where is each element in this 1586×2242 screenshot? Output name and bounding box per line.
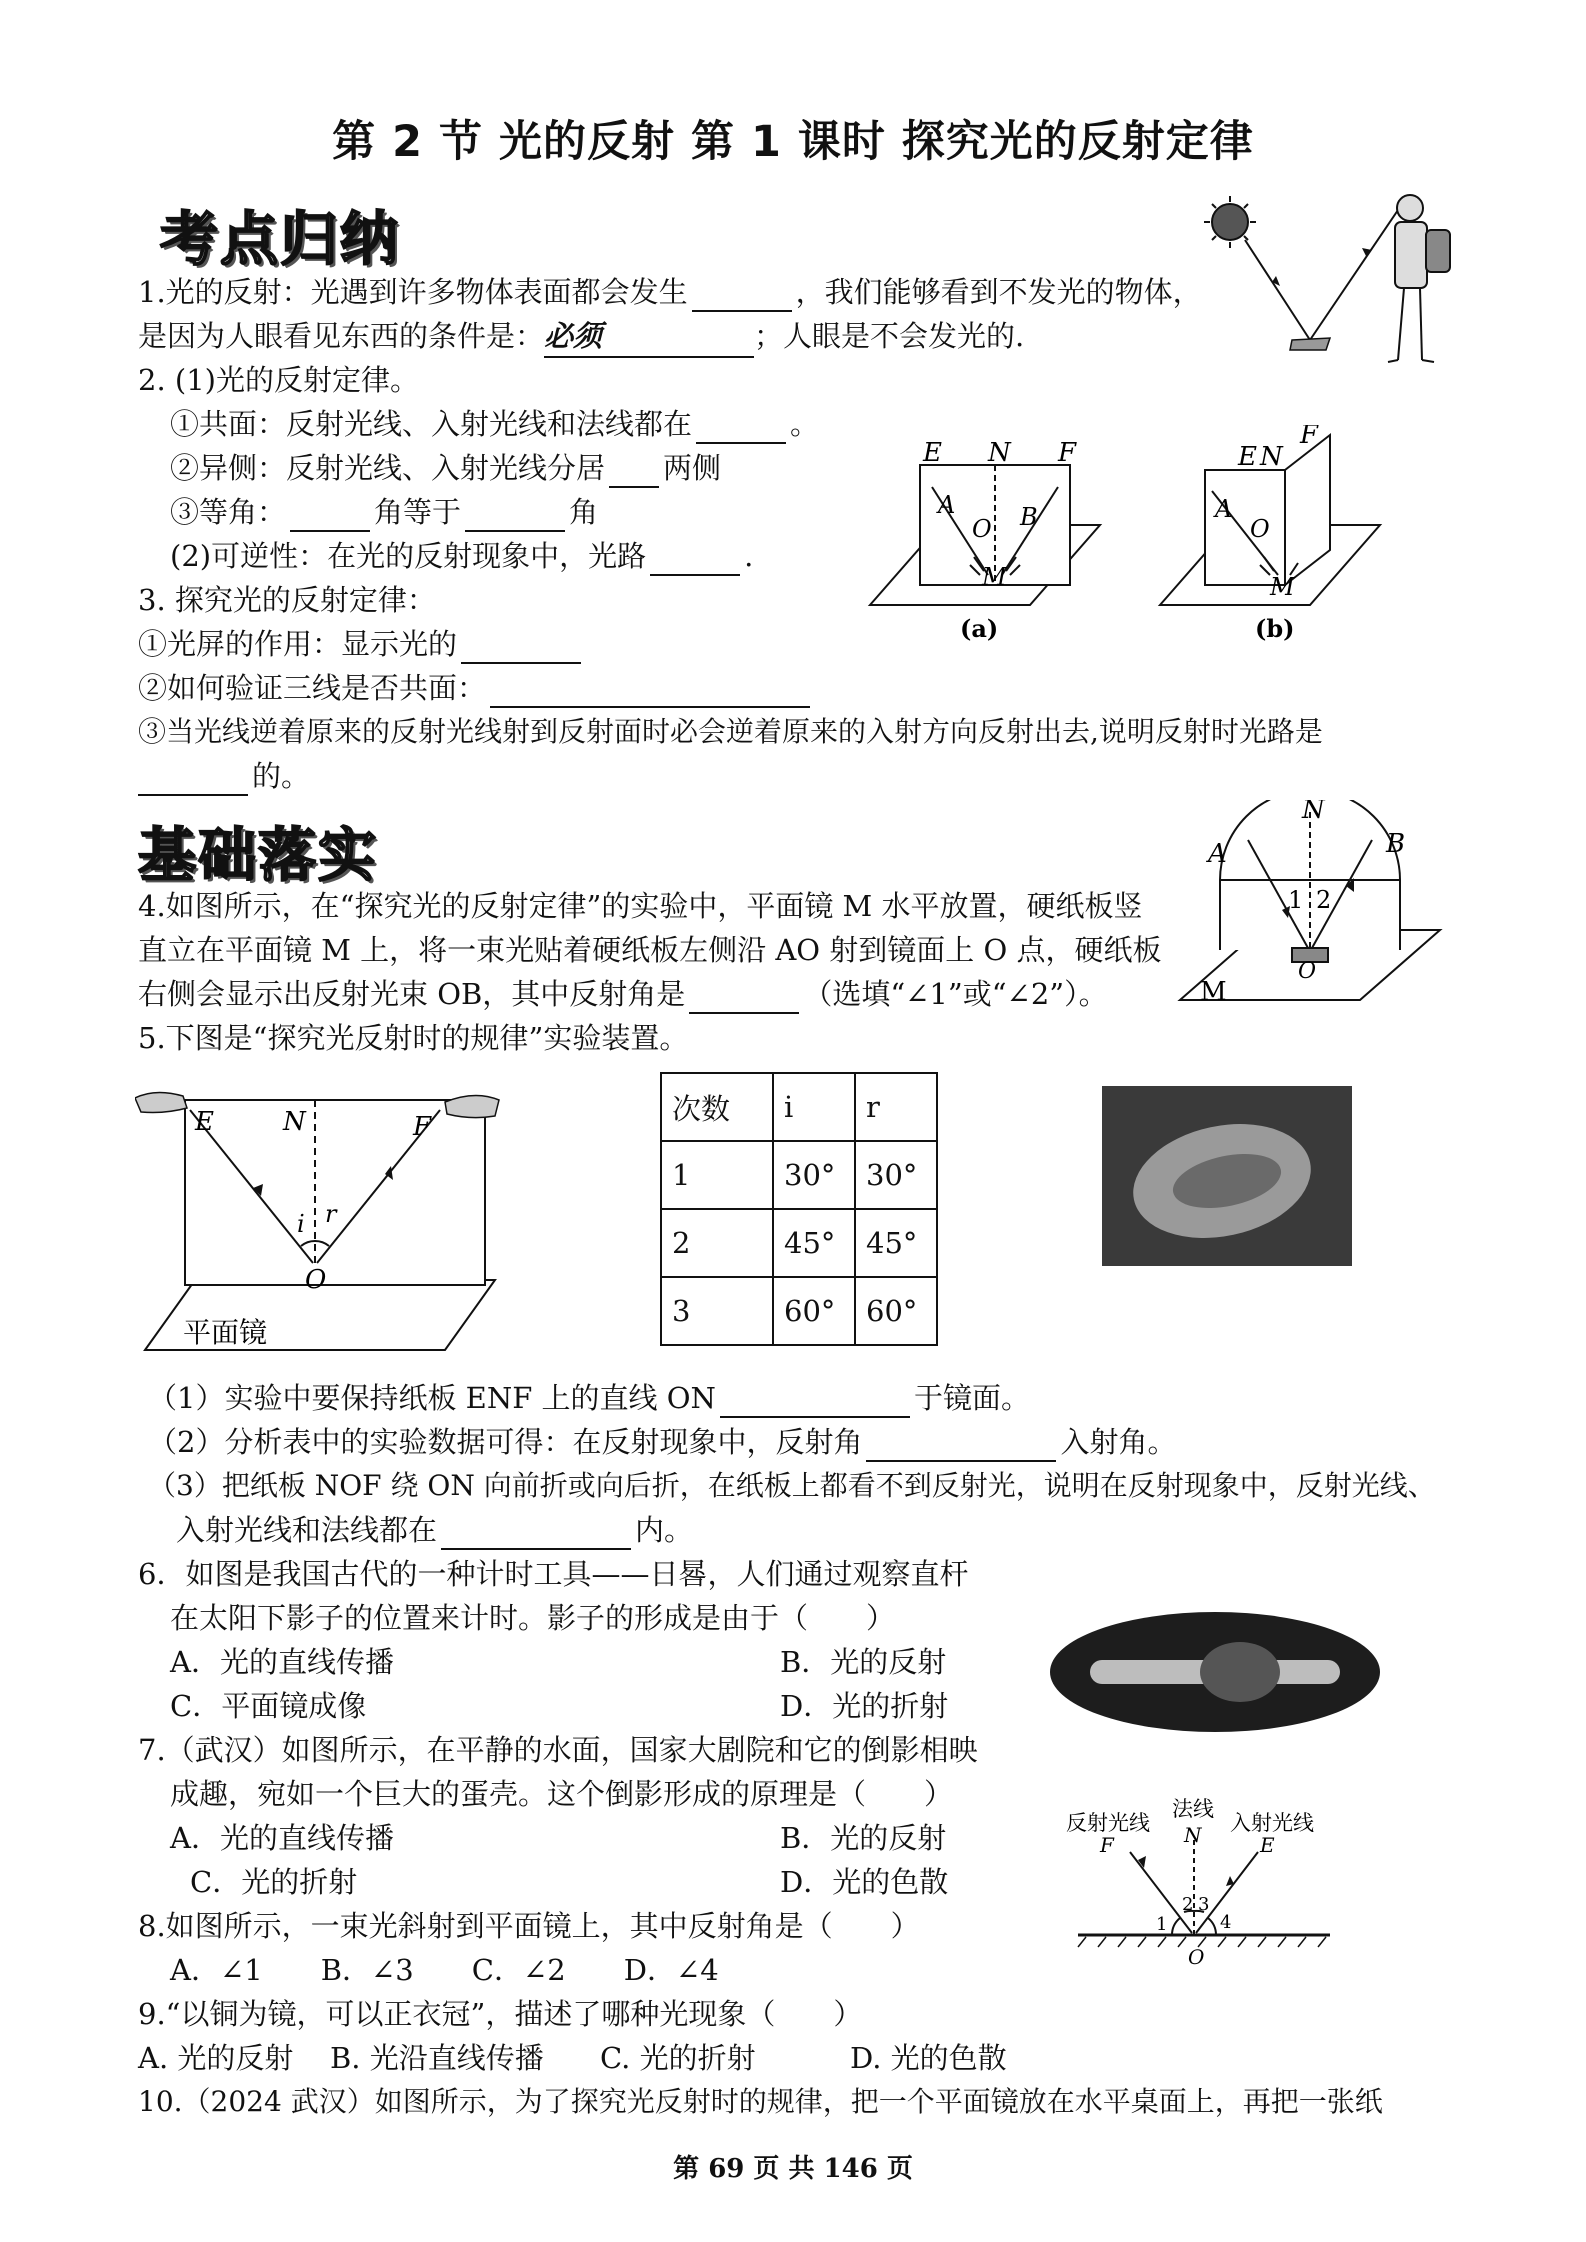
label-angle-2: 2 xyxy=(1182,1894,1194,1915)
q5-part2: （2）分析表中的实验数据可得：在反射现象中，反射角 入射角。 xyxy=(148,1422,1176,1462)
q2-line1: ①共面：反射光线、入射光线和法线都在 。 xyxy=(170,404,819,444)
section-heading-basics: 基础落实 xyxy=(138,821,379,889)
caption-a: (a) xyxy=(960,614,999,643)
q3-line1: ①光屏的作用：显示光的 xyxy=(138,624,585,664)
q5-part1: （1）实验中要保持纸板 ENF 上的直线 ON 于镜面。 xyxy=(148,1378,1030,1418)
figure-q5 xyxy=(135,1080,505,1360)
table-header-cell: 次数 xyxy=(661,1073,773,1141)
label-angle-4: 4 xyxy=(1220,1912,1232,1933)
hand-right-icon xyxy=(445,1095,499,1117)
label-f-b: F xyxy=(1300,425,1319,450)
label-normal: 法线 xyxy=(1172,1797,1214,1821)
label-angle-1: 1 xyxy=(1156,1914,1168,1935)
table-cell: 30° xyxy=(855,1141,937,1209)
q9-option-a: A. 光的反射 xyxy=(138,2041,294,2075)
table-row xyxy=(661,1141,937,1209)
label-i: i xyxy=(297,1210,305,1238)
page-footer: 第 69 页 共 146 页 xyxy=(673,2154,913,2184)
label-e-b: E xyxy=(1238,442,1257,472)
reflection-illustration xyxy=(1190,190,1480,380)
label-incident-ray: 入射光线 xyxy=(1230,1811,1314,1835)
q9-line1: 9.“以铜为镜，可以正衣冠”，描述了哪种光现象（ ） xyxy=(138,1997,863,2031)
q2-line4: (2)可逆性：在光的反射现象中，光路 . xyxy=(170,536,753,576)
label-n-a: N xyxy=(988,438,1011,468)
q8-line1: 8.如图所示，一束光斜射到平面镜上，其中反射角是（ ） xyxy=(138,1909,920,1943)
page-title: 第 2 节 光的反射 第 1 课时 探究光的反射定律 xyxy=(332,117,1254,167)
label-f-a: F xyxy=(1058,438,1077,468)
section-heading-summary: 考点归纳 xyxy=(160,205,401,273)
label-o: O xyxy=(1298,959,1317,984)
label-a-b: A xyxy=(1215,495,1233,523)
label-o-a: O xyxy=(972,515,992,543)
q4-line1: 4.如图所示，在“探究光的反射定律”的实验中，平面镜 M 水平放置，硬纸板竖 xyxy=(138,889,1143,923)
table-header-row xyxy=(661,1073,937,1141)
table-cell: 30° xyxy=(773,1141,855,1209)
q6-option-d: D．光的折射 xyxy=(780,1689,949,1723)
label-angle-2: 2 xyxy=(1316,886,1332,914)
label-angle-3: 3 xyxy=(1198,1894,1210,1915)
figure-q4 xyxy=(1170,800,1450,1010)
angle-data-table xyxy=(660,1072,938,1346)
q6-option-a: A．光的直线传播 xyxy=(170,1645,394,1679)
label-n: N xyxy=(1302,800,1325,825)
book-object xyxy=(1290,338,1330,350)
label-angle-1: 1 xyxy=(1288,886,1304,914)
label-reflected-ray: 反射光线 xyxy=(1066,1811,1150,1835)
label-e: E xyxy=(1260,1833,1275,1857)
table-row xyxy=(661,1209,937,1277)
label-o: O xyxy=(305,1265,327,1295)
table-cell: 3 xyxy=(661,1277,773,1345)
paper-board-enf xyxy=(185,1100,485,1285)
incident-ray xyxy=(1245,240,1310,340)
q2-line2: ②异侧：反射光线、入射光线分居 两侧 xyxy=(170,448,721,488)
q4-line3: 右侧会显示出反射光束 OB，其中反射角是 （选填“∠1”或“∠2”）。 xyxy=(138,974,1108,1014)
q5-part3-line1: （3）把纸板 NOF 绕 ON 向前折或向后折，在纸板上都看不到反射光，说明在反射现象中，反射光线、 xyxy=(148,1469,1436,1502)
label-m: M xyxy=(1200,977,1227,1007)
label-n: N xyxy=(1184,1823,1202,1847)
q4-line2: 直立在平面镜 M 上，将一束光贴着硬纸板左侧沿 AO 射到镜面上 O 点，硬纸板 xyxy=(138,933,1162,967)
table-header-cell: i xyxy=(773,1073,855,1141)
table-row xyxy=(661,1277,937,1345)
q3-heading: 3. 探究光的反射定律： xyxy=(138,583,436,617)
q7-option-a: A．光的直线传播 xyxy=(170,1821,394,1855)
table-cell: 60° xyxy=(855,1277,937,1345)
q3-line2: ②如何验证三线是否共面： xyxy=(138,668,814,708)
table-header-cell: r xyxy=(855,1073,937,1141)
caption-b: (b) xyxy=(1255,614,1295,643)
label-o: O xyxy=(1188,1945,1205,1969)
experiment-photo xyxy=(1102,1086,1352,1266)
label-e-a: E xyxy=(923,438,942,468)
label-m-b: M xyxy=(1270,573,1295,601)
q6-line1: 6．如图是我国古代的一种计时工具——日晷，人们通过观察直杆 xyxy=(138,1557,969,1591)
label-f: F xyxy=(1100,1833,1114,1857)
table-cell: 45° xyxy=(855,1209,937,1277)
q7-option-d: D．光的色散 xyxy=(780,1865,949,1899)
label-r: r xyxy=(325,1200,337,1228)
q7-line1: 7.（武汉）如图所示，在平静的水面，国家大剧院和它的倒影相映 xyxy=(138,1733,978,1767)
q3-line4: 的。 xyxy=(138,756,310,796)
q2-heading: 2. (1)光的反射定律。 xyxy=(138,363,419,397)
q10-line1: 10.（2024 武汉）如图所示，为了探究光反射时的规律，把一个平面镜放在水平桌面上，再把一张纸 xyxy=(138,2085,1383,2118)
sun-icon xyxy=(1212,204,1248,240)
q7-option-b: B．光的反射 xyxy=(780,1821,947,1855)
theater-reflection-photo xyxy=(1050,1612,1380,1732)
table-cell: 2 xyxy=(661,1209,773,1277)
q9-option-b: B. 光沿直线传播 xyxy=(330,2041,544,2075)
q9-option-c: C. 光的折射 xyxy=(600,2041,756,2075)
q1-blank-1 xyxy=(692,280,792,312)
q1-blank-2: 必须 xyxy=(544,316,754,358)
q6-option-c: C．平面镜成像 xyxy=(170,1689,367,1723)
table-cell: 1 xyxy=(661,1141,773,1209)
label-m-a: M xyxy=(982,563,1007,591)
label-b-a: B xyxy=(1020,503,1038,531)
label-a-a: A xyxy=(938,491,956,519)
q6-line2: 在太阳下影子的位置来计时。影子的形成是由于（ ） xyxy=(170,1601,896,1635)
q8-options: A．∠1 B．∠3 C．∠2 D．∠4 xyxy=(170,1953,719,1987)
table-cell: 60° xyxy=(773,1277,855,1345)
q6-option-b: B．光的反射 xyxy=(780,1645,947,1679)
q7-line2: 成趣，宛如一个巨大的蛋壳。这个倒影形成的原理是（ ） xyxy=(170,1777,954,1811)
q1-line1: 1.光的反射：光遇到许多物体表面都会发生 ，我们能够看到不发光的物体， xyxy=(138,272,1202,312)
figure-ab xyxy=(860,425,1400,655)
q2-line3: ③等角： 角等于 角 xyxy=(170,492,598,532)
q5-heading: 5.下图是“探究光反射时的规律”实验装置。 xyxy=(138,1021,689,1055)
reflected-ray xyxy=(1310,210,1398,340)
label-e: E xyxy=(195,1107,214,1137)
label-plane-mirror: 平面镜 xyxy=(183,1316,268,1349)
label-f: F xyxy=(413,1112,432,1142)
label-n: N xyxy=(283,1107,306,1137)
hand-left-icon xyxy=(135,1092,187,1112)
q1-line2: 是因为人眼看见东西的条件是：必须 ；人眼是不会发光的. xyxy=(138,316,1024,358)
figure-q8 xyxy=(1060,1790,1350,1970)
label-n-b: N xyxy=(1260,442,1283,472)
q7-option-c: C．光的折射 xyxy=(190,1865,358,1899)
person-figure xyxy=(1388,195,1450,362)
q9-option-d: D. 光的色散 xyxy=(850,2041,1007,2075)
label-b: B xyxy=(1386,829,1406,859)
label-a: A xyxy=(1208,839,1227,869)
q5-part3-line2: 入射光线和法线都在 内。 xyxy=(176,1510,693,1550)
label-o-b: O xyxy=(1250,515,1270,543)
q3-line3: ③当光线逆着原来的反射光线射到反射面时必会逆着原来的入射方向反射出去,说明反射时光路是 xyxy=(138,715,1323,748)
table-cell: 45° xyxy=(773,1209,855,1277)
